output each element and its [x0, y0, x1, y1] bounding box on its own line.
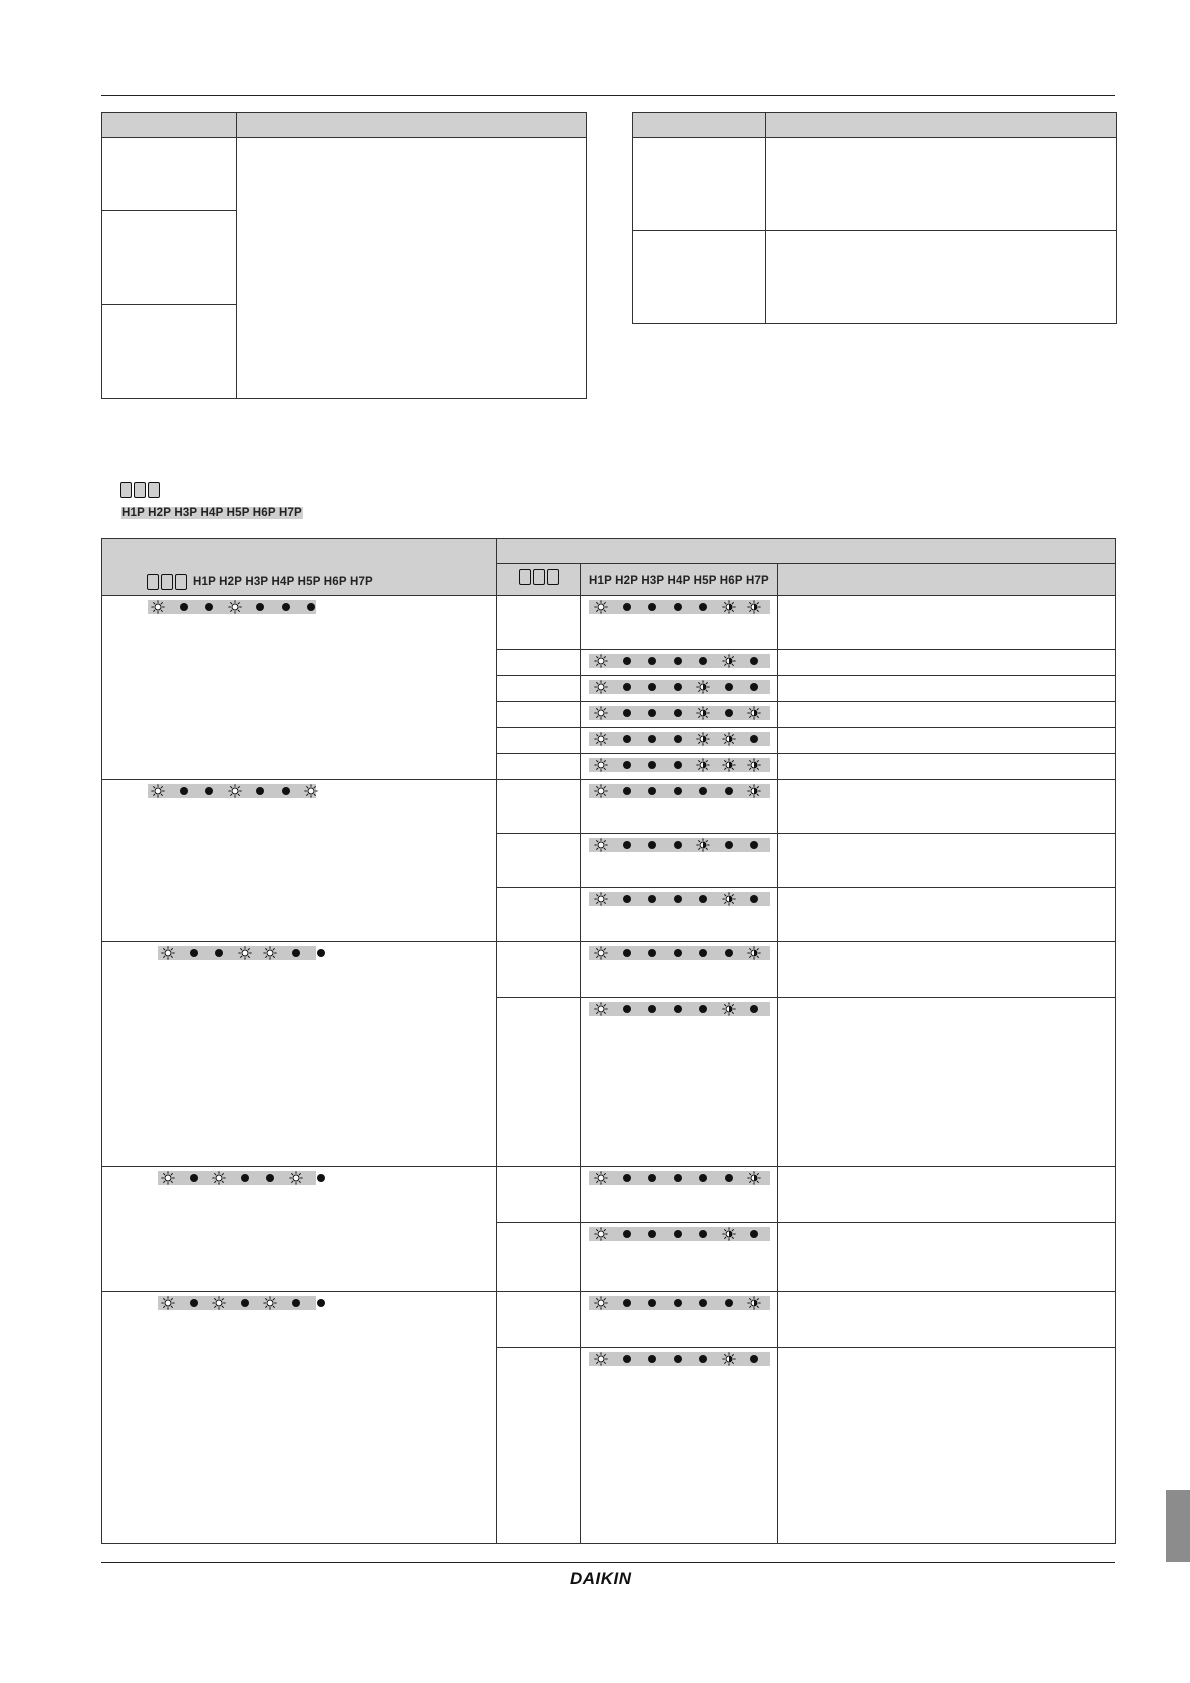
led-1-on [591, 758, 611, 772]
led-7-blink2 [744, 946, 764, 960]
led-5-blink [693, 838, 713, 852]
led-cell-sub-3-1 [581, 1223, 778, 1292]
led-2-off [617, 1352, 637, 1366]
led-2-off [617, 784, 637, 798]
table-row [102, 596, 1116, 650]
chapter-tab [1166, 1490, 1190, 1562]
led-1-on [158, 1296, 178, 1310]
led-1-on [591, 1002, 611, 1016]
led-strip-main [148, 784, 316, 798]
led-4-off [668, 654, 688, 668]
led-6-off [276, 784, 296, 798]
main-led-table [101, 538, 1116, 1544]
led-cell-sub-1-0 [581, 780, 778, 834]
led-1-on [591, 892, 611, 906]
led-7-blink2 [744, 706, 764, 720]
led-7-off [744, 654, 764, 668]
led-cell-sub-4-1 [581, 1348, 778, 1544]
led-2-off [174, 784, 194, 798]
led-5-off [250, 784, 270, 798]
led-2-off [617, 946, 637, 960]
led-6-off [719, 838, 739, 852]
led-1-on [591, 1227, 611, 1241]
led-6-off [286, 1296, 306, 1310]
led-5-off [693, 600, 713, 614]
led-strip-sub [589, 732, 770, 746]
led-7-off [744, 1002, 764, 1016]
led-4-off [235, 1171, 255, 1185]
led-cell-sub-0-4 [581, 728, 778, 754]
led-2-off [617, 1227, 637, 1241]
led-2-off [617, 1002, 637, 1016]
led-2-off [184, 946, 204, 960]
led-3-off [642, 1002, 662, 1016]
table-row [102, 1167, 1116, 1223]
table-row [633, 231, 1117, 324]
led-4-off [668, 784, 688, 798]
led-7-off [744, 892, 764, 906]
led-3-off [642, 1296, 662, 1310]
led-4-off [668, 706, 688, 720]
upper-right-table [632, 112, 1117, 324]
led-3-off [199, 784, 219, 798]
upper-left-table [101, 112, 587, 399]
led-cell-main-1 [102, 780, 497, 942]
led-4-off [668, 892, 688, 906]
led-strip-sub [589, 654, 770, 668]
led-6-blink [719, 732, 739, 746]
led-6-off [719, 680, 739, 694]
led-cell-sub-4-0 [581, 1292, 778, 1348]
led-5-off [693, 1171, 713, 1185]
led-strip-main [158, 1296, 316, 1310]
led-strip-sub [589, 1002, 770, 1016]
led-2-off [617, 600, 637, 614]
led-3-off [642, 1352, 662, 1366]
led-strip-sub [589, 1171, 770, 1185]
led-4-off [668, 838, 688, 852]
led-4-off [668, 946, 688, 960]
led-cell-sub-3-0 [581, 1167, 778, 1223]
led-1-on [148, 600, 168, 614]
led-7-on [301, 784, 321, 798]
led-2-off [617, 732, 637, 746]
led-5-off [693, 654, 713, 668]
led-2-off [617, 758, 637, 772]
led-1-on [591, 838, 611, 852]
led-1-on [158, 946, 178, 960]
led-4-off [668, 732, 688, 746]
led-6-blink [719, 600, 739, 614]
led-strip-sub [589, 892, 770, 906]
led-strip-sub [589, 784, 770, 798]
led-2-off [617, 838, 637, 852]
led-1-on [591, 706, 611, 720]
led-5-off [693, 892, 713, 906]
led-3-off [642, 732, 662, 746]
led-5-off [260, 1171, 280, 1185]
led-7-blink2 [744, 600, 764, 614]
led-6-blink [719, 892, 739, 906]
led-3-off [642, 1227, 662, 1241]
led-5-blink [693, 732, 713, 746]
led-2-off [184, 1171, 204, 1185]
led-7-blink2 [744, 1171, 764, 1185]
led-3-off [642, 680, 662, 694]
table-row [633, 138, 1117, 231]
led-3-on [209, 1171, 229, 1185]
table-header-row [633, 113, 1117, 138]
table-row [102, 138, 587, 211]
led-strip-sub [589, 706, 770, 720]
led-3-off [642, 654, 662, 668]
led-5-blink [693, 758, 713, 772]
led-6-off [276, 600, 296, 614]
table-row [102, 1292, 1116, 1348]
led-1-on [591, 600, 611, 614]
led-5-off [693, 1002, 713, 1016]
led-2-off [617, 706, 637, 720]
led-7-off [311, 1171, 331, 1185]
led-3-off [642, 784, 662, 798]
led-5-off [693, 1227, 713, 1241]
led-cell-sub-1-1 [581, 834, 778, 888]
led-cell-sub-0-1 [581, 650, 778, 676]
led-cell-sub-1-2 [581, 888, 778, 942]
led-3-off [642, 1171, 662, 1185]
led-7-off [744, 1227, 764, 1241]
led-7-off [744, 838, 764, 852]
top-rule [101, 95, 1115, 96]
led-cell-sub-2-0 [581, 942, 778, 998]
led-5-off [250, 600, 270, 614]
led-5-blink [693, 706, 713, 720]
seven-segment-display-icon [120, 482, 160, 498]
led-6-off [719, 706, 739, 720]
led-cell-main-2 [102, 942, 497, 1167]
led-cell-main-4 [102, 1292, 497, 1544]
led-3-off [642, 946, 662, 960]
led-strip-sub [589, 1352, 770, 1366]
led-3-off [642, 838, 662, 852]
led-5-off [693, 946, 713, 960]
led-1-on [591, 946, 611, 960]
led-7-off [301, 600, 321, 614]
seven-segment-display-icon [519, 569, 559, 585]
led-2-off [184, 1296, 204, 1310]
led-3-off [642, 892, 662, 906]
led-4-off [668, 1171, 688, 1185]
led-cell-sub-0-5 [581, 754, 778, 780]
led-4-off [668, 1002, 688, 1016]
led-strip-main [158, 1171, 316, 1185]
led-5-on [260, 946, 280, 960]
led-6-blink [719, 1352, 739, 1366]
led-4-on [225, 784, 245, 798]
led-2-off [174, 600, 194, 614]
led-7-off [311, 946, 331, 960]
led-2-off [617, 1296, 637, 1310]
led-4-off [668, 758, 688, 772]
led-4-off [668, 600, 688, 614]
led-strip-main [158, 946, 316, 960]
led-6-off [286, 946, 306, 960]
led-strip-sub [589, 946, 770, 960]
led-5-blink [693, 680, 713, 694]
led-cell-sub-2-1 [581, 998, 778, 1167]
led-3-off [199, 600, 219, 614]
led-strip-sub [589, 838, 770, 852]
led-2-off [617, 680, 637, 694]
led-2-off [617, 892, 637, 906]
led-1-on [591, 680, 611, 694]
led-strip-sub [589, 758, 770, 772]
led-5-off [693, 784, 713, 798]
led-4-off [668, 680, 688, 694]
table-row [102, 942, 1116, 998]
led-3-off [209, 946, 229, 960]
led-6-blink [719, 654, 739, 668]
led-6-off [719, 1296, 739, 1310]
led-strip-sub [589, 1227, 770, 1241]
led-strip-sub [589, 1296, 770, 1310]
led-3-off [642, 600, 662, 614]
daikin-logo: DAIKIN [570, 1569, 632, 1588]
led-cell-sub-0-2 [581, 676, 778, 702]
led-7-off [744, 1352, 764, 1366]
table-header-row [102, 539, 1116, 564]
table-row [102, 780, 1116, 834]
led-6-off [719, 1171, 739, 1185]
led-5-off [693, 1352, 713, 1366]
led-6-blink [719, 1227, 739, 1241]
led-cell-main-3 [102, 1167, 497, 1292]
led-5-on [260, 1296, 280, 1310]
led-strip-sub [589, 680, 770, 694]
led-3-on [209, 1296, 229, 1310]
led-strip-main [148, 600, 316, 614]
led-1-on [591, 1296, 611, 1310]
led-7-off [744, 680, 764, 694]
led-labels-header: H1P H2P H3P H4P H5P H6P H7P [589, 574, 769, 587]
led-7-off [311, 1296, 331, 1310]
seven-segment-display-icon [147, 574, 187, 590]
led-7-blink2 [744, 784, 764, 798]
led-4-off [668, 1227, 688, 1241]
led-4-off [235, 1296, 255, 1310]
led-6-blink [719, 758, 739, 772]
led-strip-sub [589, 600, 770, 614]
bottom-rule [101, 1562, 1115, 1563]
led-1-on [591, 654, 611, 668]
led-cell-sub-0-0 [581, 596, 778, 650]
led-5-off [693, 1296, 713, 1310]
table-header-row [102, 113, 587, 138]
led-3-off [642, 758, 662, 772]
led-7-blink2 [744, 1296, 764, 1310]
led-7-off [744, 732, 764, 746]
led-4-on [235, 946, 255, 960]
led-1-on [591, 1171, 611, 1185]
led-3-off [642, 706, 662, 720]
led-4-on [225, 600, 245, 614]
led-cell-main-0 [102, 596, 497, 780]
led-7-blink2 [744, 758, 764, 772]
led-labels-header: H1P H2P H3P H4P H5P H6P H7P [193, 576, 373, 588]
led-2-off [617, 1171, 637, 1185]
led-2-off [617, 654, 637, 668]
led-4-off [668, 1296, 688, 1310]
led-1-on [591, 784, 611, 798]
led-6-off [719, 946, 739, 960]
led-1-on [591, 1352, 611, 1366]
led-1-on [148, 784, 168, 798]
led-6-blink [719, 1002, 739, 1016]
led-1-on [158, 1171, 178, 1185]
led-6-off [719, 784, 739, 798]
led-6-on [286, 1171, 306, 1185]
led-cell-sub-0-3 [581, 702, 778, 728]
led-1-on [591, 732, 611, 746]
led-4-off [668, 1352, 688, 1366]
led-labels-legend: H1P H2P H3P H4P H5P H6P H7P [122, 507, 302, 519]
